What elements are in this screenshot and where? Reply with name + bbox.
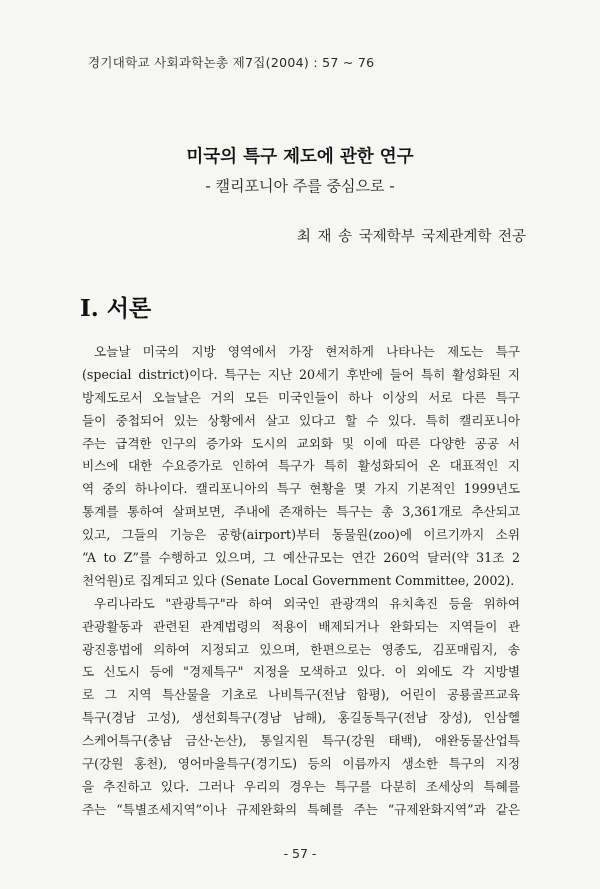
paragraph-line: 구(강원 홍천), 영어마을특구(경기도) 등의 이름까지 생소한 특구의 지정	[82, 756, 520, 772]
paragraph-line: 들이 중첩되어 있는 상황에서 살고 있다고 할 수 있다. 특히 캘리포니아	[82, 412, 520, 428]
paragraph-line: (special district)이다. 특구는 지난 20세기 후반에 들어 특히 활성화된 지	[82, 366, 520, 382]
paragraph-line: 역 중의 하나이다. 캘리포니아의 특구 현황을 몇 가지 기본적인 1999년도	[82, 481, 520, 497]
page-number: - 57 -	[283, 846, 317, 861]
paragraph-line: 로 그 지역 특산물을 기초로 나비특구(전남 함평), 어린이 공룡골프교육	[82, 687, 520, 703]
paragraph-line: 우리나라도 "관광특구"라 하여 외국인 관광객의 유치촉진 등을 위하여	[94, 595, 520, 611]
paragraph-line: 스케어특구(충남 금산·논산), 통일지원 특구(강원 태백), 애완동물산업특	[82, 733, 520, 749]
paragraph-line: 오늘날 미국의 지방 영역에서 가장 현저하게 나타나는 제도는 특구	[94, 344, 520, 359]
article-subtitle: - 캘리포니아 주를 중심으로 -	[205, 177, 395, 195]
running-header: 경기대학교 사회과학논총 제7집(2004) : 57 ~ 76	[88, 55, 375, 70]
paragraph-line: 관광활동과 관련된 관계법령의 적용이 배제되거나 완화되는 지역들이 관	[82, 618, 520, 634]
paragraph-line: 주는 급격한 인구의 증가와 도시의 교외화 및 이에 따른 다양한 공공 서	[82, 435, 520, 451]
paragraph-line: 도 신도시 등에 "경제특구" 지정을 모색하고 있다. 이 외에도 각 지방별	[82, 664, 520, 680]
paragraph-line: 광진흥법에 의하여 지정되고 있으며, 한편으로는 영종도, 김포매립지, 송	[82, 641, 520, 657]
paragraph-line: 통계를 통하여 살펴보면, 주내에 존재하는 특구는 총 3,361개로 추산되고	[82, 504, 520, 520]
paragraph-line: “A to Z”를 수행하고 있으며, 그 예산규모는 연간 260억 달러(약 31조 2	[82, 550, 520, 566]
article-title: 미국의 특구 제도에 관한 연구	[186, 147, 414, 167]
paragraph-line: 천억원)로 집계되고 있다 (Senate Local Government Committee, 2002).	[82, 572, 515, 588]
paragraph-line: 방제도로서 오늘날은 거의 모든 미국인들이 하나 이상의 서로 다른 특구	[82, 389, 520, 405]
paragraph-line: 비스에 대한 수요증가로 인하여 특구가 특히 활성화되어 온 대표적인 지	[82, 458, 520, 474]
section-heading: I. 서론	[80, 295, 152, 322]
paragraph-line: 특구(경남 고성), 생선회특구(경남 남해), 홍길동특구(전남 장성), 인삼헬	[82, 710, 520, 726]
body-text	[82, 341, 520, 822]
paragraph-line: 있고, 그들의 기능은 공항(airport)부터 동물원(zoo)에 이르기까지 소위	[82, 527, 520, 543]
paragraph-line: 을 추진하고 있다. 그러나 우리의 경우는 특구를 다분히 조세상의 특혜를	[82, 778, 520, 794]
author-line: 최 재 송 국제학부 국제관계학 전공	[296, 229, 526, 245]
paragraph-line: 주는 “특별조세지역”이나 규제완화의 특혜를 주는 “규제완화지역”과 같은	[82, 801, 520, 817]
